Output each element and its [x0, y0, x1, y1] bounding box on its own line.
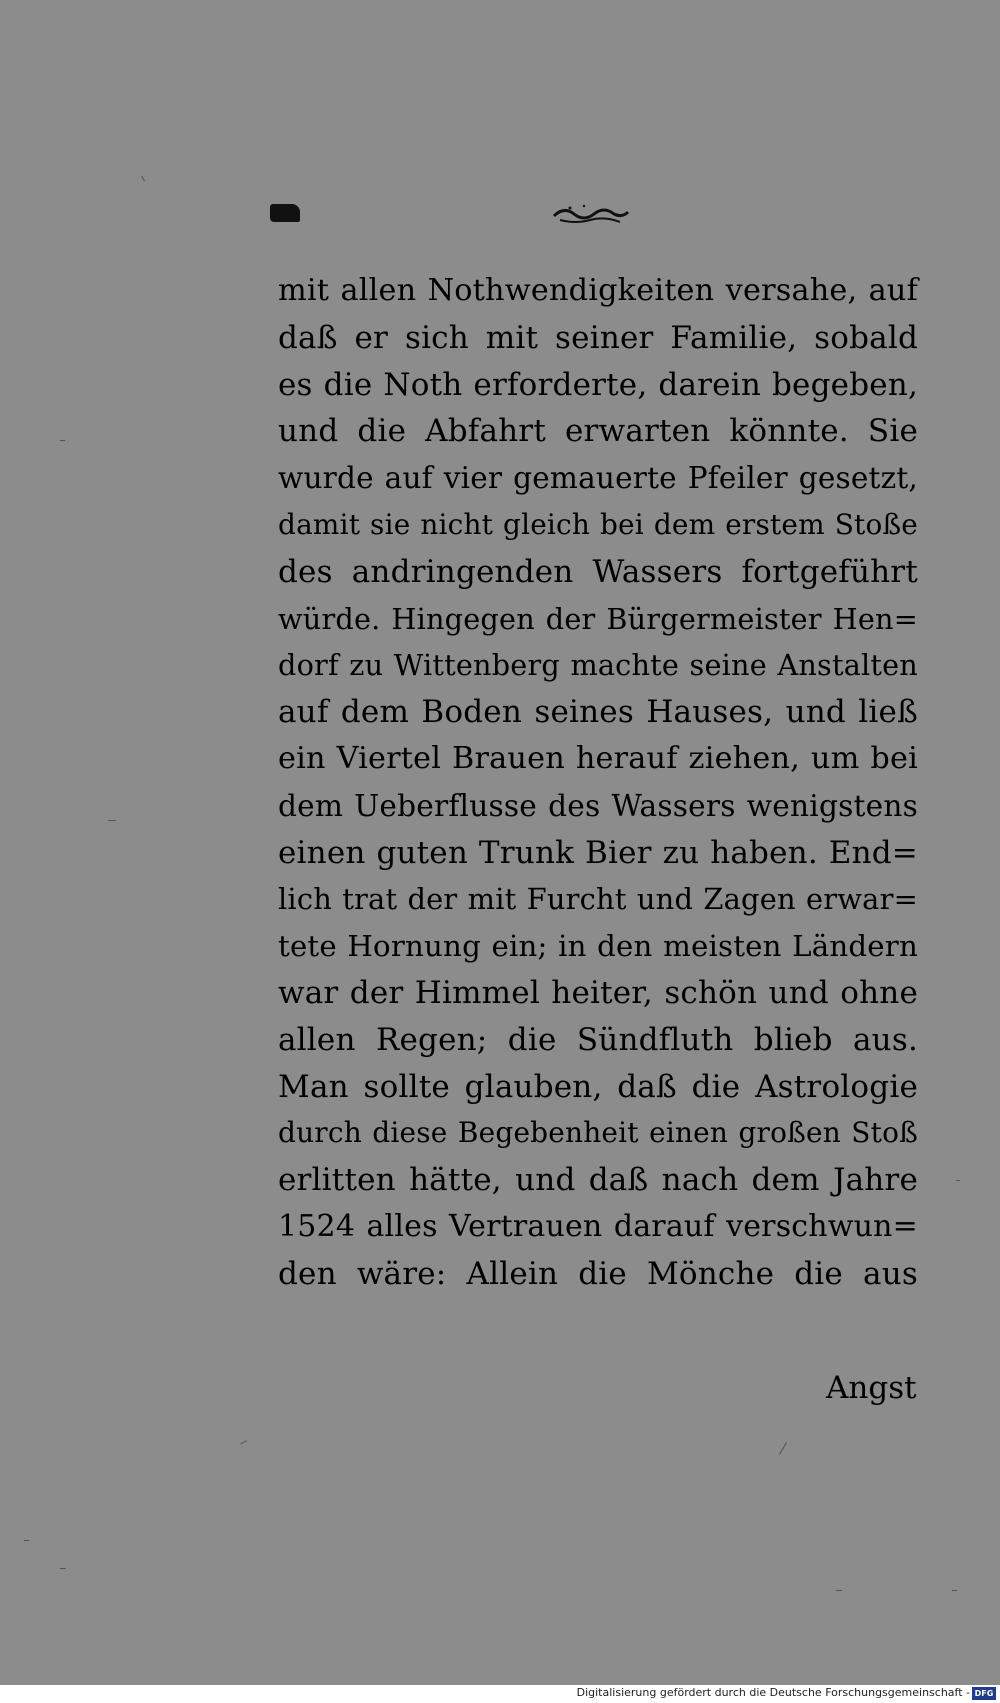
text-line: daß er sich mit seiner Familie, sobald	[278, 319, 918, 356]
text-line: tete Hornung ein; in den meisten Ländern	[278, 929, 918, 964]
text-line: mit allen Nothwendigkeiten versahe, auf	[278, 273, 918, 308]
catchword: Angst	[826, 1370, 917, 1406]
text-line: des andringenden Wassers fortgeführt	[278, 553, 918, 590]
page-mark-ink	[270, 204, 300, 222]
text-line: würde. Hingegen der Bürgermeister Hen=	[278, 601, 918, 636]
text-line: lich trat der mit Furcht und Zagen erwar=	[278, 882, 918, 917]
footer-credit: Digitalisierung gefördert durch die Deutsche Forschungsgemeinschaft -	[576, 1686, 970, 1699]
text-line: einen guten Trunk Bier zu haben. End=	[278, 834, 918, 871]
text-line: dorf zu Wittenberg machte seine Anstalten	[278, 648, 918, 683]
footer-bar	[0, 1685, 1000, 1703]
text-line: es die Noth erforderte, darein begeben,	[278, 366, 918, 403]
text-line: wurde auf vier gemauerte Pfeiler gesetzt,	[278, 461, 918, 496]
text-line: und die Abfahrt erwarten könnte. Sie	[278, 413, 918, 450]
dfg-logo-icon: DFG	[972, 1687, 996, 1700]
text-line: auf dem Boden seines Hauses, und ließ	[278, 694, 918, 731]
text-line: war der Himmel heiter, schön und ohne	[278, 974, 918, 1011]
text-line: damit sie nicht gleich bei dem erstem Stoße	[278, 507, 918, 541]
header-ornament-icon	[550, 202, 630, 226]
page-number-mark	[268, 198, 306, 228]
text-line: dem Ueberflusse des Wassers wenigstens	[278, 788, 918, 823]
text-line: 1524 alles Vertrauen darauf verschwun=	[278, 1208, 918, 1244]
text-line: erlitten hätte, und daß nach dem Jahre	[278, 1162, 918, 1199]
page-header	[268, 198, 918, 238]
body-text	[278, 268, 918, 1298]
text-line: durch diese Begebenheit einen großen Stoß	[278, 1116, 918, 1150]
text-line: Man sollte glauben, daß die Astrologie	[278, 1068, 918, 1105]
text-line: den wäre: Allein die Mönche die aus	[278, 1255, 918, 1292]
text-line: allen Regen; die Sündfluth blieb aus.	[278, 1021, 918, 1058]
text-line: ein Viertel Brauen herauf ziehen, um bei	[278, 740, 918, 776]
